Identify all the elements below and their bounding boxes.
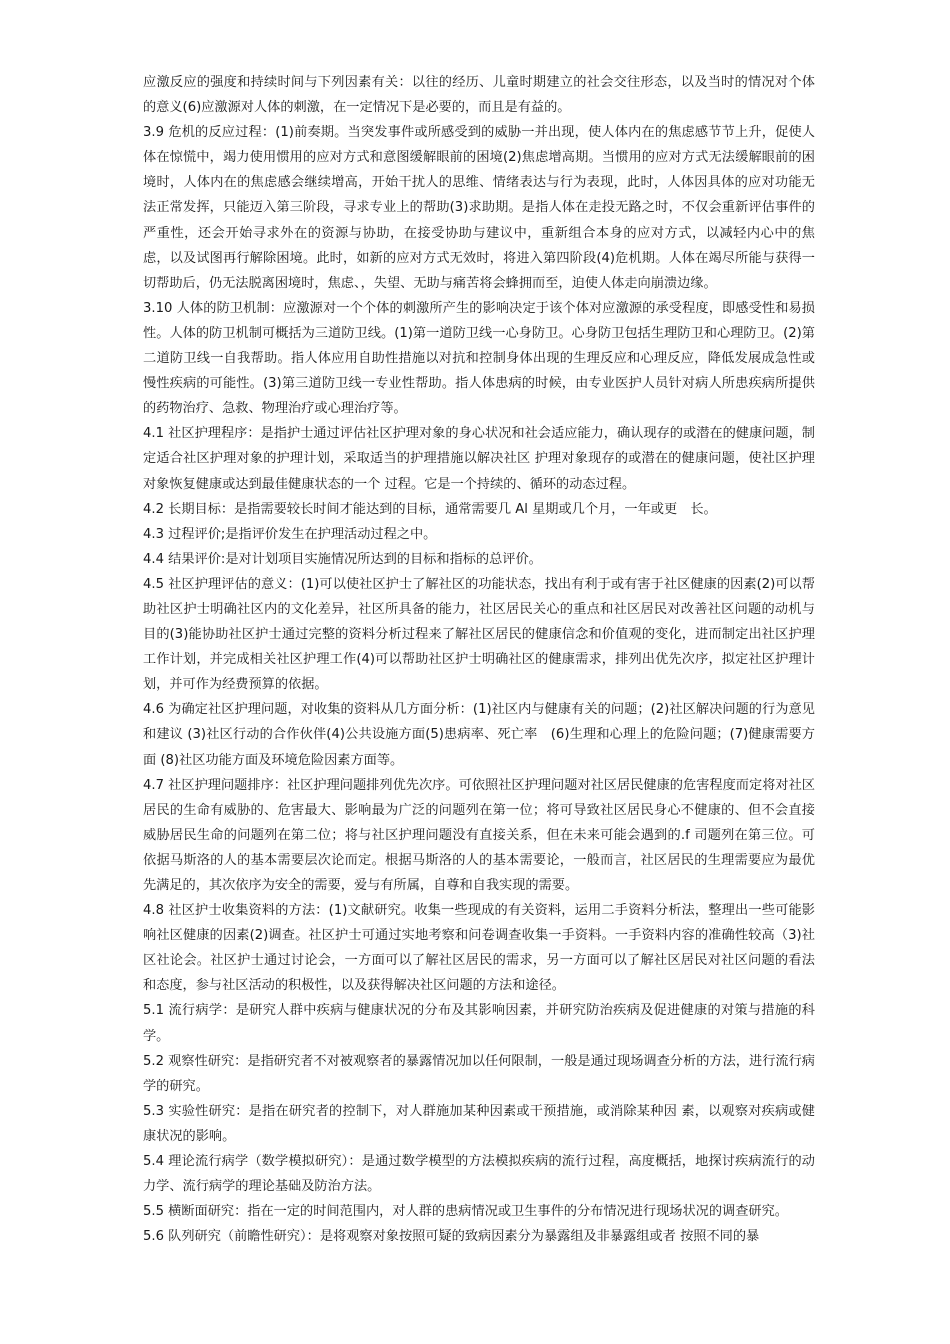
paragraph-5-2-observational-study: 5.2 观察性研究：是指研究者不对被观察者的暴露情况加以任何限制，一般是通过现场调查分析的方法，进行流行病学的研究。: [143, 1053, 815, 1094]
paragraph-5-4-theoretical-epidemiology: 5.4 理论流行病学（数学模拟研究）：是通过数学模型的方法模拟疾病的流行过程，高度概括，地探讨疾病流行的动力学、流行病学的理论基础及防治方法。: [143, 1154, 815, 1195]
paragraph-5-1-epidemiology: 5.1 流行病学：是研究人群中疾病与健康状况的分布及其影响因素，并研究防治疾病及促进健康的对策与措施的科学。: [143, 1003, 815, 1044]
paragraph-4-2-long-term-goal: 4.2 长期目标：是指需要较长时间才能达到的目标，通常需要几 Al 星期或几个月，一年或更 长。: [143, 501, 717, 517]
paragraph-4-4-outcome-evaluation: 4.4 结果评价:是对计划项目实施情况所达到的目标和指标的总评价。: [143, 551, 542, 567]
paragraph-3-9-crisis-process: 3.9 危机的反应过程：(1)前奏期。当突发事件或所感受到的威胁一并出现，使人体内在的焦虑感节节上升，促使人体在惊慌中，竭力使用惯用的应对方式和意图缓解眼前的困境(2)焦虑增高期。当惯用的应对方式无法缓解眼前的困境时，人体内在的焦虑感会继续增高，开始干扰人的思维、情绪表达与行为表现，此时，人体因具体的应对功能无法正常发挥，只能迈入第三阶段，寻求专业上的帮助(3)求助期。是指人体在走投无路之时，不仅会重新评估事件的严重性，还会开始寻求外在的资源与协助，在接受协助与建议中，重新组合本身的应对方式，以减轻内心中的焦虑，以及试图再行解除困境。此时，如新的应对方式无效时，将进入第四阶段(4)危机期。人体在竭尽所能与获得一切帮助后，仍无法脱离困境时，焦虑、，失望、无助与痛苦将会蜂拥而至，迫使人体走向崩溃边缘。: [143, 125, 815, 291]
paragraph-4-5-assessment-significance: 4.5 社区护理评估的意义：(1)可以使社区护士了解社区的功能状态，找出有利于或有害于社区健康的因素(2)可以帮助社区护士明确社区内的文化差异，社区所具备的能力，社区居民关心的重点和社区居民对改善社区问题的动机与目的(3)能协助社区护士通过完整的资料分析过程来了解社区居民的健康信念和价值观的变化，进而制定出社区护理工作计划，并完成相关社区护理工作(4)可以帮助社区护士明确社区的健康需求，排列出优先次序，拟定社区护理计划，并可作为经费预算的依据。: [143, 576, 815, 693]
document-page: [143, 70, 815, 1249]
paragraph-3-10-defense-mechanism: 3.10 人体的防卫机制：应激源对一个个体的刺激所产生的影响决定于该个体对应激源的承受程度，即感受性和易损性。人体的防卫机制可概括为三道防卫线。(1)第一道防卫线一心身防卫。心身防卫包括生理防卫和心理防卫。(2)第二道防卫线一自我帮助。指人体应用自助性措施以对抗和控制身体出现的生理反应和心理反应，降低发展成急性或慢性疾病的可能性。(3)第三道防卫线一专业性帮助。指人体患病的时候，由专业医护人员针对病人所患疾病所提供的药物治疗、急救、物理治疗或心理治疗等。: [143, 300, 815, 417]
paragraph-4-1-nursing-process: 4.1 社区护理程序：是指护士通过评估社区护理对象的身心状况和社会适应能力，确认现存的或潜在的健康问题，制定适合社区护理对象的护理计划，采取适当的护理措施以解决社区 护理对象现存的或潜在的健康问题，使社区护理对象恢复健康或达到最佳健康状态的一个 过程。它是一个持续的、循环的动态过程。: [143, 426, 815, 492]
paragraph-4-6-data-analysis: 4.6 为确定社区护理问题，对收集的资料从几方面分析：(1)社区内与健康有关的问题；(2)社区解决问题的行为意见和建议 (3)社区行动的合作伙伴(4)公共设施方面(5)患病率、死亡率 (6)生理和心理上的危险问题；(7)健康需要方面 (8)社区功能方面及环境危险因素方面等。: [143, 702, 815, 768]
paragraph-4-8-data-collection: 4.8 社区护士收集资料的方法：(1)文献研究。收集一些现成的有关资料，运用二手资料分析法，整理出一些可能影响社区健康的因素(2)调查。社区护士可通过实地考察和问卷调查收集一手资料。一手资料内容的准确性较高（3)社区社论会。社区护士通过讨论会，一方面可以了解社区居民的需求，另一方面可以了解社区居民对社区问题的看法和态度，参与社区活动的积极性，以及获得解决社区问题的方法和途径。: [143, 903, 815, 994]
paragraph-5-5-cross-sectional-study: 5.5 横断面研究：指在一定的时间范围内，对人群的患病情况或卫生事件的分布情况进行现场状况的调查研究。: [143, 1204, 788, 1220]
paragraph-5-3-experimental-study: 5.3 实验性研究：是指在研究者的控制下，对人群施加某种因素或干预措施，或消除某种因 素，以观察对疾病或健康状况的影响。: [143, 1103, 815, 1144]
paragraph-stress-factors: 应激反应的强度和持续时间与下列因素有关：以往的经历、儿童时期建立的社会交往形态，以及当时的情况对个体的意义(6)应激源对人体的刺激，在一定情况下是必要的，而且是有益的。: [143, 75, 815, 116]
paragraph-4-3-process-evaluation: 4.3 过程评价;是指评价发生在护理活动过程之中。: [143, 526, 437, 542]
paragraph-4-7-problem-ranking: 4.7 社区护理问题排序：社区护理问题排列优先次序。可依照社区护理问题对社区居民健康的危害程度而定将对社区居民的生命有威胁的、危害最大、影响最为广泛的问题列在第一位；将可导致社区居民身心不健康的、但不会直接威胁居民生命的问题列在第二位；将与社区护理问题没有直接关系，但在未来可能会遇到的.f 司题列在第三位。可依据马斯洛的人的基本需要层次论而定。根据马斯洛的人的基本需要论，一般而言，社区居民的生理需要应为最优先满足的，其次依序为安全的需要，爱与有所属，自尊和自我实现的需要。: [143, 777, 815, 893]
paragraph-5-6-cohort-study: 5.6 队列研究（前瞻性研究）：是将观察对象按照可疑的致病因素分为暴露组及非暴露组或者 按照不同的暴: [143, 1229, 760, 1245]
